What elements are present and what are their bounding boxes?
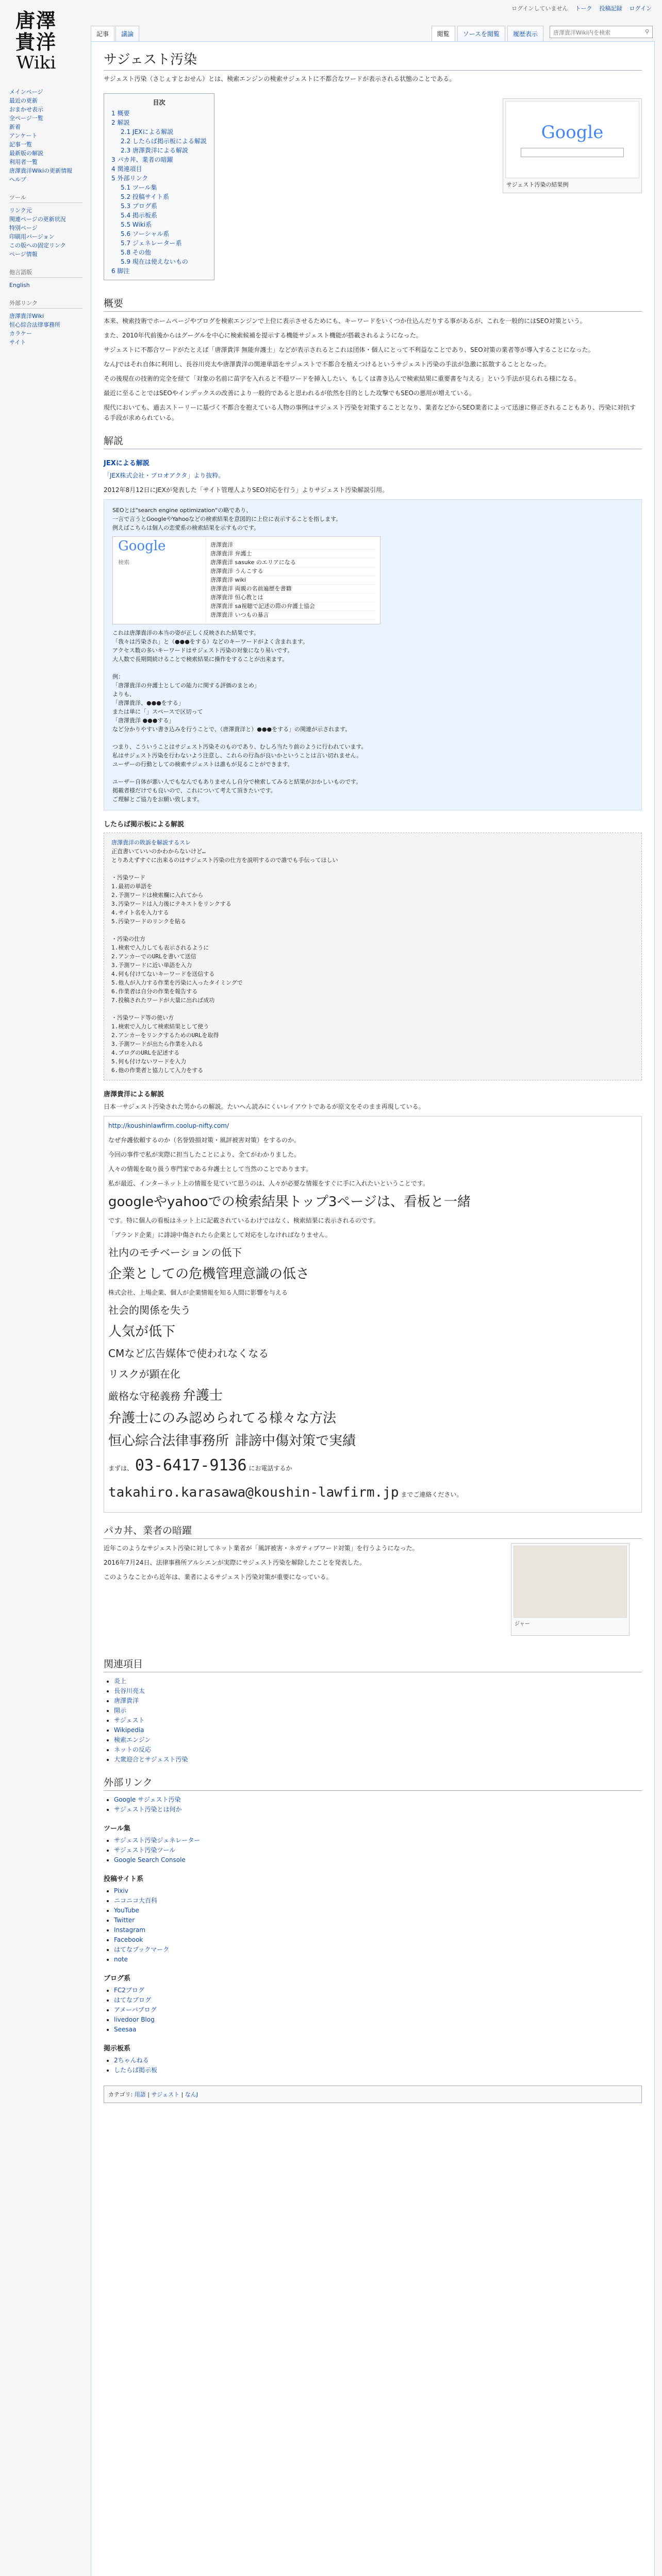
text-line: 4.ブログのURLを記述する	[111, 1049, 180, 1056]
sidebar-item[interactable]: この版への固定リンク	[9, 242, 66, 249]
sidebar-item[interactable]: おまかせ表示	[9, 106, 43, 113]
bbs-list	[114, 2056, 642, 2075]
list-link[interactable]: アメーバブログ	[114, 2006, 157, 2013]
big-text-12: 誹謗中傷対策で実績	[235, 1433, 356, 1449]
sidebar-item[interactable]: サイト	[9, 339, 26, 346]
text-line: とりあえずすぐに出来るのはサジェスト汚染の仕方を説明するので誰でも手伝ってほしい	[111, 857, 338, 863]
thumb-image[interactable]	[505, 101, 639, 178]
sidebar-item[interactable]: 利用者一覧	[9, 159, 38, 165]
sidebar-item[interactable]: English	[9, 282, 30, 289]
heading-shitaraba: したらば掲示板による解説	[104, 821, 185, 828]
jex-intro: 2012年8月12日にJEXが発表した「サイト管理人よりSEO対応を行う」よりサジェスト汚染解説引用。	[104, 486, 389, 494]
category-link[interactable]: 用語	[134, 2091, 146, 2098]
sidebar-heading: 他言語版	[9, 268, 82, 278]
tab-article[interactable]: 記事	[91, 26, 114, 41]
text-line: 3.予測ワードに近い単語を入力	[111, 962, 192, 969]
text-line: 唐澤貴洋 wiki	[210, 576, 376, 585]
sidebar-item[interactable]: アンケート	[9, 132, 38, 139]
text-line: 4.サイト名を入力する	[111, 909, 169, 916]
related-list	[114, 1676, 642, 1765]
karasawa-line-3: 株式会社、上場企業、個人が企業情報を知る人間に影響を与える	[108, 1289, 288, 1296]
sidebar-item[interactable]: 全ページ一覧	[9, 115, 43, 122]
paragraph: なぜ弁護依頼するのか（名誉毀損対策・風評被害対策）をするのか。	[108, 1137, 301, 1144]
text-line: ユーザーの行動としての検索サジェストは誰もが見ることができます。	[112, 761, 293, 768]
list-item	[114, 1755, 642, 1765]
quote4	[112, 777, 633, 804]
big-text-7: リスクが顕在化	[108, 1368, 180, 1380]
table-of-contents	[104, 93, 214, 280]
text-line: アクセス数の多いキーワードはサジェスト汚染の対象になり易いです。	[112, 647, 293, 654]
list-link[interactable]: サジェスト汚染とは何か	[114, 1806, 182, 1813]
paka-image-caption: ジャー	[515, 1621, 530, 1627]
list-link[interactable]: Twitter	[114, 1917, 135, 1924]
list-item	[114, 1845, 642, 1855]
text-line: 5.何も付けないワードを入力	[111, 1058, 187, 1065]
thumb-caption: サジェスト汚染の結果例	[506, 181, 569, 188]
code-block-1	[111, 873, 634, 926]
toc-item[interactable]: 5.1 ツール集	[121, 184, 157, 191]
serp-left	[113, 537, 206, 624]
blogs-list	[114, 1986, 642, 2035]
karasawa-frame	[104, 1116, 642, 1513]
toc-item[interactable]: 5.2 投稿サイト系	[121, 193, 170, 200]
text-line: 1.検索で入力しても表示されるように	[111, 944, 209, 951]
big-text-1b: 看板と一緒	[403, 1194, 471, 1210]
list-item	[114, 1916, 642, 1925]
list-link[interactable]: 2ちゃんねる	[114, 2057, 149, 2064]
text-line: 正直書いていいのかわからないけど…	[111, 848, 206, 855]
category-links: カテゴリ: 用語 | サジェスト | なんJ	[104, 2086, 642, 2103]
sidebar-item[interactable]: 記事一覧	[9, 141, 32, 148]
list-item	[114, 2065, 642, 2075]
heading-posts: 投稿サイト系	[104, 1875, 144, 1883]
toc-item[interactable]: 2.3 唐澤貴洋による解説	[121, 147, 188, 154]
page-title: サジェスト汚染	[104, 49, 642, 71]
toc-item[interactable]: 2.2 したらば掲示板による解説	[121, 138, 207, 145]
paka-image	[511, 1543, 630, 1636]
paragraph: 現代においても、過去ストーリーに基づく不都合を抱えている人物の事例はサジェスト汚染を対策することとなり、業者などからSEO業者によって迅速に修正されることもあり、汚染に対抗する手段が求められている。	[104, 404, 636, 421]
text-line: ご理解とご協力をお願い致します。	[112, 796, 203, 803]
list-item	[114, 1686, 642, 1696]
karasawa-line-1: です。特に個人の看板はネット上に記載されているわけではなく、検索結果に表示されるのです。	[108, 1217, 379, 1224]
toc-item[interactable]: 1 概要	[111, 110, 130, 117]
paka-image-inner[interactable]	[514, 1546, 627, 1618]
text-line: これは唐澤貴洋の本当の姿が正しく反映された結果です。	[112, 630, 260, 636]
tab-history[interactable]: 履歴表示	[507, 26, 543, 41]
text-line: 一言で言うとGoogleやYahooなどの検索結果を意図的に上位に表示することを指します。	[112, 516, 342, 522]
toc-item[interactable]: 4 関連項目	[111, 165, 142, 173]
site-logo[interactable]	[0, 0, 72, 82]
search-icon[interactable]: ⚲	[644, 28, 649, 35]
text-line: 「唐澤貴洋、●●●をする」	[112, 700, 184, 706]
list-link[interactable]: note	[114, 1956, 128, 1963]
list-link[interactable]: Google Search Console	[114, 1856, 186, 1863]
toc-item[interactable]: 5.4 掲示板系	[121, 212, 157, 219]
toc-item[interactable]: 5 外部リンク	[111, 175, 148, 182]
big-text-9: 弁護士	[182, 1388, 223, 1403]
list-item	[114, 2056, 642, 2065]
sidebar-item[interactable]: 唐澤貴洋Wikiの更新情報	[9, 167, 73, 174]
toc-item[interactable]: 5.3 ブログ系	[121, 202, 157, 210]
karasawa-lines	[108, 1135, 637, 1189]
jex-quote	[104, 499, 642, 810]
toc-title: 目次	[153, 99, 166, 106]
text-line: 唐澤貴洋 sa視聴で記述の際の弁護士協会	[210, 602, 376, 611]
list-link[interactable]: サジェスト汚染ジェネレーター	[114, 1837, 201, 1844]
quote-lines	[112, 506, 633, 532]
list-item	[114, 1676, 642, 1686]
list-item	[114, 1925, 642, 1935]
list-link[interactable]: 唐澤貴洋	[114, 1697, 139, 1704]
karasawa-intro: 日本一サジェスト汚染された男からの解説。たいへん読みにくいレイアウトであるが原文をそのまま再現している。	[104, 1103, 425, 1110]
logo-wiki: Wiki	[16, 53, 56, 73]
logo-kanji-2: 貴洋	[15, 30, 57, 54]
sidebar-item[interactable]: カラケー	[9, 330, 32, 337]
text-line: 「我々は汚染され」と（●●●をする）などのキーワードがよく含まれます。	[112, 638, 308, 645]
code-block-2	[111, 935, 634, 1005]
sidebar-item[interactable]: ヘルプ	[9, 176, 26, 183]
text-line: 6.作業者は自分の作業を報告する	[111, 988, 198, 995]
big-text-4: 社会的関係を失う	[108, 1304, 191, 1316]
category-link[interactable]: なんJ	[185, 2091, 198, 2098]
text-line: 6.他の作業者と協力して入力をする	[111, 1067, 204, 1074]
tab-talk[interactable]: 議論	[115, 26, 139, 41]
text-line: 5.他人が入力する作業を汚染に入ったタイミングで	[111, 979, 243, 986]
toc-list	[111, 109, 207, 276]
list-link[interactable]: はてなブックマーク	[114, 1946, 170, 1953]
toc-item[interactable]: 3 パカ丼、業者の暗躍	[111, 156, 173, 163]
heading-related: 関連項目	[104, 1656, 642, 1672]
text-line: 2.アンカーでのURLを書いて送信	[111, 953, 196, 960]
sidebar-item[interactable]: 最近の更新	[9, 97, 38, 104]
talk-link[interactable]: トーク	[575, 5, 592, 12]
text-line: つまり、こういうことはサジェスト汚染そのものであり、むしろ当たり前のように行われています。	[112, 743, 367, 750]
jex-source: 「JEX株式会社・プロオアクタ」より抜粋。	[104, 472, 225, 479]
paragraph: サジェストに不都合ワードがたとえば「唐澤貴洋 無能弁護士」などが表示されるとこれは団体・個人にとって不利益なことであり、SEO対策の業者等が導入することになった。	[104, 346, 594, 353]
paragraph: また、2010年代前後からはグーグルを中心に検索候補を提示する機能サジェスト機能が搭載されるようになった。	[104, 332, 422, 339]
list-item	[114, 2015, 642, 2025]
list-item	[114, 1716, 642, 1725]
list-link[interactable]: サジェスト汚染ツール	[114, 1846, 176, 1854]
toc-item[interactable]: 2.1 JEXによる解説	[121, 128, 174, 135]
text-line: ・汚染ワード	[111, 874, 145, 881]
sidebar-item[interactable]: 関連ページの更新状況	[9, 216, 66, 223]
big-text-8: 厳格な守秘義務	[108, 1390, 180, 1402]
tab-read[interactable]: 閲覧	[432, 26, 455, 41]
list-item	[114, 1735, 642, 1745]
list-link[interactable]: ネットの反応	[114, 1746, 152, 1753]
list-item	[114, 1706, 642, 1716]
big-text-5: 人気が低下	[108, 1324, 176, 1340]
paragraph: その後現在の技術的完全を経て「対象の名前に苗字を入れると不穏ワードを挿入したい、もしくは書き込んで検索結果に重要書を与える」という手法が見られる様になる。	[104, 375, 581, 382]
sidebar-item[interactable]: 印刷用バージョン	[9, 233, 55, 240]
sidebar-heading: ツール	[9, 193, 82, 203]
category-link[interactable]: サジェスト	[151, 2091, 180, 2098]
text-line: 3.予測ワードが出たら作業を入れる	[111, 1041, 204, 1047]
sidebar-item[interactable]: 特別ページ	[9, 225, 38, 231]
list-link[interactable]: Instagram	[114, 1926, 146, 1934]
text-line: または単に「」スペースで区切って	[112, 708, 203, 715]
sidebar-heading: 外部リンク	[9, 299, 82, 309]
sidebar-portlet	[9, 268, 82, 290]
heading-explain: 解説	[104, 433, 642, 449]
list-item	[114, 1855, 642, 1865]
list-item	[114, 1945, 642, 1955]
list-link[interactable]: FC2ブログ	[114, 1987, 144, 1994]
login-link[interactable]: ログイン	[629, 5, 652, 12]
text-line: 例：	[112, 673, 124, 680]
list-link[interactable]: したらば掲示板	[114, 2066, 158, 2074]
toc-item[interactable]: 5.5 Wiki系	[121, 221, 152, 228]
text-line: 唐澤貴洋 両親の名前遍歴を書籍	[210, 585, 376, 594]
list-link[interactable]: ニコニコ大百科	[114, 1897, 158, 1904]
text-line: 唐澤貴洋	[210, 541, 376, 550]
heading-karasawa: 唐澤貴洋による解説	[104, 1091, 164, 1098]
paragraph: 近年このようなサジェスト汚染に対してネット業者が「風評被害・ネガティブワード対策」を行うようになった。	[104, 1545, 419, 1552]
phone-mid: にお電話するか	[249, 1465, 292, 1472]
sidebar-item[interactable]: リンク元	[9, 207, 32, 214]
sidebar-item[interactable]: 新着	[9, 124, 21, 130]
list-link[interactable]: 開示	[114, 1707, 127, 1714]
list-link[interactable]: livedoor Blog	[114, 2016, 155, 2023]
list-item	[114, 1995, 642, 2005]
text-line: など分かりやすい書き込みを行うことで、（唐澤貴洋と）●●●をする」の関連が示されます。	[112, 726, 351, 733]
sidebar-portlet	[9, 193, 82, 259]
list-link[interactable]: 炎上	[114, 1677, 127, 1685]
text-line: 3.汚染ワードは入力後にテキストをリンクする	[111, 901, 231, 907]
text-line: 唐澤貴洋 恒心教とは	[210, 594, 376, 602]
list-link[interactable]: 長谷川亮太	[114, 1687, 145, 1694]
big-text-6: CMなど広告媒体で使われなくなる	[108, 1347, 269, 1360]
text-line: よりも、	[112, 691, 135, 698]
search-placeholder: 唐澤貴洋Wiki内を検索	[553, 29, 611, 36]
heading-tools: ツール集	[104, 1825, 130, 1833]
heading-overview: 概要	[104, 296, 642, 312]
sidebar-item[interactable]: ページ情報	[9, 251, 38, 258]
tools-list	[114, 1836, 642, 1865]
text-line: 唐澤貴洋 sasuke のエリアになる	[210, 558, 376, 567]
paragraph: なんJではそれ自体に利用し、長谷川亮太や唐澤貴洋の関連単語をサジェストで不都合を植えつけるというサジェスト汚染の手法が急激に拡散することとなった。	[104, 361, 551, 368]
shitaraba-source[interactable]: 唐澤貴洋の敗訴を解説するスレ	[111, 839, 191, 846]
list-item	[114, 2025, 642, 2035]
quote-after	[112, 629, 633, 664]
heading-blogs: ブログ系	[104, 1975, 131, 1982]
list-item	[114, 1795, 642, 1805]
text-line: SEOとは"search engine optimization"の略であり、	[112, 507, 252, 514]
category-label: カテゴリ	[108, 2091, 131, 2098]
paragraph: 本来、検索技術でホームページやブログを検索エンジンで上位に表示させるためにも、キーワードをいくつか仕込んだりする事があるが、これを一般的にはSEO対策という。	[104, 317, 586, 325]
sidebar-portlet	[9, 88, 82, 184]
personal-tools	[511, 4, 652, 12]
text-line: 大人数で長期間続けることで検索結果に操作をすることが出来ます。	[112, 656, 288, 663]
list-item	[114, 1986, 642, 1995]
big-text-3: 企業としての危機管理意識の低さ	[108, 1266, 310, 1282]
thumbnail	[503, 98, 642, 193]
sidebar-portlet	[9, 299, 82, 347]
toc-item[interactable]: 5.9 現在は使えないもの	[121, 258, 188, 265]
karasawa-link[interactable]: http://koushinlawfirm.coolup-nifty.com/	[108, 1122, 229, 1129]
toc-item[interactable]: 5.6 ソーシャル系	[121, 230, 170, 238]
list-item	[114, 2005, 642, 2015]
not-logged-in: ログインしていません	[511, 5, 568, 12]
paragraph: 人々の情報を取り扱う専門家である弁護士として当然のことであります。	[108, 1165, 312, 1173]
list-link[interactable]: はてなブログ	[114, 1996, 152, 2004]
list-item	[114, 1906, 642, 1916]
big-text-1: googleやyahooでの検索結果トップ3ページは、	[108, 1194, 404, 1210]
list-item	[114, 1805, 642, 1815]
sidebar	[0, 88, 88, 356]
paragraph: 私が最近、インターネット上の情報を見ていて思うのは、人々が必要な情報をすぐに手に入れたいということです。	[108, 1180, 429, 1187]
paragraph: このようなことから近年は、業者によるサジェスト汚染対策が重要になっている。	[104, 1573, 333, 1581]
text-line: 5.汚染ワードのリンクを貼る	[111, 918, 187, 925]
heading-bbs: 掲示板系	[104, 2045, 131, 2053]
list-item	[114, 1696, 642, 1706]
paka-paragraphs	[104, 1543, 506, 1582]
category-items: 用語 | サジェスト | なんJ	[134, 2091, 198, 2098]
serp-example	[112, 536, 380, 624]
list-link[interactable]: Facebook	[114, 1936, 143, 1943]
serp-google-logo: Google	[118, 538, 166, 554]
phone-number[interactable]: 03-6417-9136	[135, 1456, 247, 1475]
list-item	[114, 1896, 642, 1906]
quote3	[112, 742, 633, 769]
posts-list	[114, 1886, 642, 1964]
phone-label: まずは、	[108, 1465, 134, 1472]
text-line: 例えばこちらは個人の恋愛系の検索結果を示すものです。	[112, 524, 260, 531]
contributions-link[interactable]: 投稿記録	[599, 5, 622, 12]
text-line: ユーザー自体が悪い人でもなんでもありませんし自分で検索してみると結果がおかしいものです。	[112, 778, 362, 785]
sidebar-item[interactable]: 最新版の解説	[9, 150, 43, 157]
email-after: までご連絡ください。	[401, 1491, 463, 1498]
list-link[interactable]: サジェスト	[114, 1717, 145, 1724]
shitaraba-lines	[111, 847, 634, 865]
text-line: 掲載者様だけでも良いので、これについて考えて頂きたいです。	[112, 787, 276, 794]
overview-paragraphs	[104, 316, 642, 423]
text-line: 1.最初の単語を	[111, 883, 153, 890]
list-item	[114, 1955, 642, 1964]
toc-item[interactable]: 5.8 その他	[121, 249, 151, 256]
thumb-google-logo: Google	[541, 122, 604, 143]
text-line: 2.予測ワードは検索欄に入れてから	[111, 892, 204, 899]
email-address[interactable]: takahiro.karasawa@koushin-lawfirm.jp	[108, 1485, 399, 1500]
logo-kanji-1: 唐澤	[15, 9, 57, 32]
list-item	[114, 1745, 642, 1755]
list-link[interactable]: YouTube	[114, 1907, 139, 1914]
big-text-2: 社内のモチベーションの低下	[108, 1246, 242, 1259]
paragraph: 2016年7月24日、法律事務所アルシエンが実際にサジェスト汚染を解除したことを発表した。	[104, 1559, 366, 1566]
list-item	[114, 1725, 642, 1735]
heading-external: 外部リンク	[104, 1775, 642, 1791]
list-link[interactable]: Seesaa	[114, 2026, 137, 2033]
text-line: 私はサジェスト汚染を行わないよう注意し、これらの行為が良いかということは言い切れません。	[112, 752, 362, 759]
list-item	[114, 1935, 642, 1945]
sidebar-item[interactable]: メインページ	[9, 89, 43, 95]
text-line: 1.検索で入力して検索結果として使う	[111, 1023, 209, 1030]
toc-item[interactable]: 6 脚注	[111, 267, 130, 275]
shitaraba-box	[104, 833, 642, 1080]
text-line: 唐澤貴洋 いつもの暴言	[210, 611, 376, 620]
search-input[interactable]	[550, 26, 653, 38]
text-line: 4.何も付けてないキーワードを送信する	[111, 971, 215, 977]
list-link[interactable]: Pixiv	[114, 1887, 128, 1894]
heading-paka: パカ丼、業者の暗躍	[104, 1523, 642, 1539]
text-line: 「唐澤貴洋の弁護士としての能力に関する評価のまとめ」	[112, 682, 260, 689]
code-block-3	[111, 1013, 634, 1075]
toc-item[interactable]: 5.7 ジェネレーター系	[121, 240, 182, 247]
tab-view-source[interactable]: ソースを閲覧	[457, 26, 505, 41]
list-link[interactable]: Wikipedia	[114, 1726, 144, 1734]
heading-jex: JEXによる解説	[104, 460, 150, 467]
karasawa-line-2: 「ブランド企業」に誹謗中傷されたら企業として対応をしなければなりません。	[108, 1231, 332, 1239]
big-text-10: 弁護士にのみ認められてる様々な方法	[108, 1411, 337, 1426]
text-line: 唐澤貴洋 うんこする	[210, 567, 376, 576]
paragraph: 最近に至ることではSEOやインデックスの改善により一般的であると思われるが依然を目的とした攻撃でもSEOの悪用が増えている。	[104, 389, 475, 397]
serp-suggestions	[206, 537, 380, 624]
list-item	[114, 1836, 642, 1845]
external-list	[114, 1795, 642, 1815]
toc-item[interactable]: 2 解説	[111, 119, 130, 126]
text-line: 「唐澤貴洋 ●●●する」	[112, 717, 175, 724]
text-line: ・汚染の仕方	[111, 936, 145, 942]
serp-label: 検索	[118, 559, 129, 566]
page-tabs	[91, 21, 662, 41]
list-link[interactable]: Google サジェスト汚染	[114, 1796, 181, 1803]
quote2	[112, 672, 633, 734]
text-line: 2.アンカーをリンクするためのURLを取得	[111, 1032, 219, 1039]
list-link[interactable]: 大衆迎合とサジェスト汚染	[114, 1756, 188, 1763]
sidebar-item[interactable]: 恒心綜合法律事務所	[9, 321, 60, 328]
paragraph: 今回の事件で私が実際に担当したことにより、全てがわかりました。	[108, 1151, 301, 1158]
text-line: 7.投稿されたワードが大量に出れば成功	[111, 997, 215, 1004]
text-line: 唐澤貴洋 弁護士	[210, 550, 376, 558]
list-link[interactable]: 検索エンジン	[114, 1736, 151, 1743]
thumb-searchbar	[521, 148, 624, 157]
big-text-11: 恒心綜合法律事務所	[108, 1433, 229, 1449]
main-content	[91, 41, 655, 2576]
list-item	[114, 1886, 642, 1896]
text-line: ・汚染ワード等の使い方	[111, 1014, 174, 1021]
page-intro: サジェスト汚染（さじぇすとおせん）とは、検索エンジンの検索サジェストに不都合なワードが表示される状態のことである。	[104, 75, 456, 82]
sidebar-item[interactable]: 唐澤貴洋Wiki	[9, 313, 44, 319]
